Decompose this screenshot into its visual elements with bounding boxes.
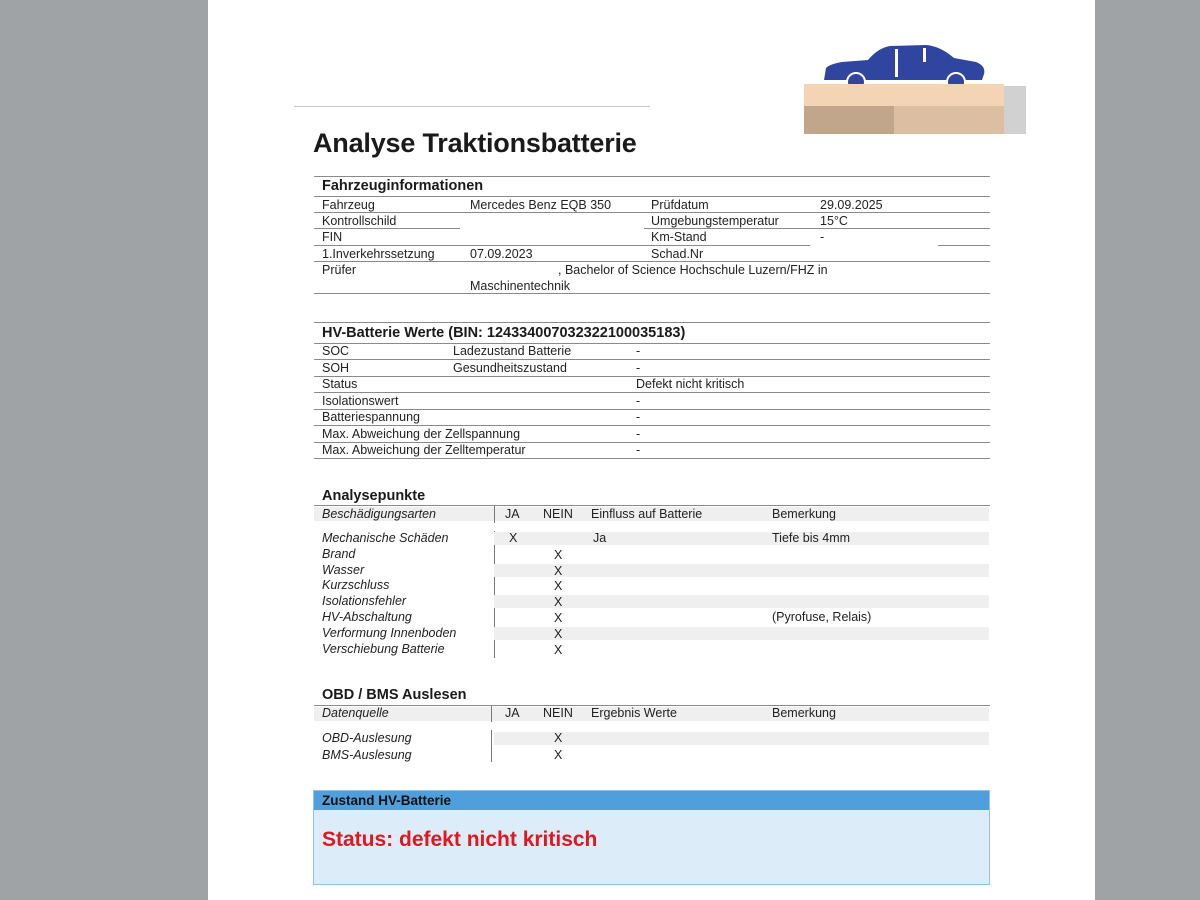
hv-row-value: - bbox=[636, 360, 641, 375]
vehicle-value: Mercedes Benz EQB 350 bbox=[470, 198, 612, 212]
hv-row-value: - bbox=[636, 426, 641, 441]
hv-row-label: Isolationswert bbox=[322, 393, 399, 408]
first-registration-label: 1.Inverkehrssetzung bbox=[322, 247, 435, 261]
analysis-col-yes: JA bbox=[505, 507, 520, 521]
hv-row-label: Status bbox=[322, 377, 358, 391]
obd-col-result: Ergebnis Werte bbox=[591, 706, 677, 720]
inspector-label: Prüfer bbox=[322, 263, 357, 277]
ambient-temp-label: Umgebungstemperatur bbox=[651, 214, 779, 228]
vin-label: FIN bbox=[322, 230, 343, 244]
analysis-row-no: X bbox=[554, 626, 563, 641]
analysis-row-name: Verformung Innenboden bbox=[322, 625, 457, 640]
obd-row-no: X bbox=[554, 731, 563, 745]
obd-col-yes: JA bbox=[505, 706, 520, 720]
analysis-row-no: X bbox=[554, 595, 563, 610]
battery-status-text: Status: defekt nicht kritisch bbox=[322, 828, 598, 851]
battery-status-heading: Zustand HV-Batterie bbox=[314, 791, 989, 810]
analysis-row-influence: Ja bbox=[593, 531, 607, 545]
analysis-row-name: Isolationsfehler bbox=[322, 594, 407, 609]
analysis-row-no: X bbox=[554, 642, 563, 657]
company-logo bbox=[804, 40, 1026, 136]
hv-row-rule bbox=[314, 359, 990, 360]
hv-row-label: Max. Abweichung der Zelltemperatur bbox=[322, 443, 526, 457]
obd-col-remark: Bemerkung bbox=[772, 706, 836, 720]
vehicle-info-heading: Fahrzeuginformationen bbox=[322, 178, 484, 194]
plate-label: Kontrollschild bbox=[322, 214, 397, 228]
hv-row-value: - bbox=[636, 344, 641, 358]
first-registration-value: 07.09.2023 bbox=[470, 247, 533, 261]
hv-row-rule bbox=[314, 458, 990, 459]
obd-col-source: Datenquelle bbox=[322, 706, 389, 720]
logo-blurred-area bbox=[804, 84, 1026, 134]
ambient-temp-value: 15°C bbox=[820, 214, 848, 228]
hv-row-description: Ladezustand Batterie bbox=[453, 344, 572, 358]
hv-battery-heading: HV-Batterie Werte (BIN: 124334007032322100035183) bbox=[322, 325, 686, 341]
analysis-row-remark: (Pyrofuse, Relais) bbox=[772, 610, 872, 624]
hv-row-label: SOH bbox=[322, 360, 350, 375]
analysis-row-name: HV-Abschaltung bbox=[322, 610, 412, 624]
car-icon bbox=[816, 40, 986, 88]
mileage-label: Km-Stand bbox=[651, 230, 707, 244]
analysis-row-stripe bbox=[494, 595, 989, 608]
mileage-value: - bbox=[820, 230, 825, 244]
analysis-row-no: X bbox=[554, 563, 563, 578]
inspector-qualification-cont: Maschinentechnik bbox=[470, 279, 571, 293]
inspector-qualification: , Bachelor of Science Hochschule Luzern/FHZ in bbox=[558, 263, 828, 277]
hv-row-description: Gesundheitszustand bbox=[453, 360, 567, 375]
test-date-label: Prüfdatum bbox=[651, 198, 709, 212]
analysis-row-no: X bbox=[554, 547, 563, 562]
analysis-col-no: NEIN bbox=[543, 507, 573, 521]
analysis-row-name: Kurzschluss bbox=[322, 578, 390, 593]
obd-row-stripe bbox=[494, 732, 989, 745]
document-page bbox=[208, 0, 1095, 900]
obd-heading: OBD / BMS Auslesen bbox=[322, 687, 467, 703]
vehicle-label: Fahrzeug bbox=[322, 198, 375, 212]
hv-row-value: - bbox=[636, 410, 641, 424]
analysis-col-remark: Bemerkung bbox=[772, 507, 836, 521]
analysis-row-no: X bbox=[554, 579, 563, 594]
obd-col-no: NEIN bbox=[543, 706, 573, 720]
claim-number-label: Schad.Nr bbox=[651, 247, 704, 261]
obd-row-no: X bbox=[554, 747, 563, 762]
analysis-row-stripe bbox=[494, 564, 989, 577]
hv-row-label: SOC bbox=[322, 344, 350, 358]
hv-row-label: Batteriespannung bbox=[322, 410, 420, 424]
test-date-value: 29.09.2025 bbox=[820, 198, 883, 212]
analysis-row-stripe bbox=[494, 627, 989, 640]
analysis-row-stripe bbox=[494, 532, 989, 545]
hv-row-rule bbox=[314, 392, 990, 393]
battery-status-box bbox=[313, 790, 990, 885]
hv-row-value: - bbox=[636, 443, 641, 457]
hv-row-value: - bbox=[636, 393, 641, 408]
obd-row-name: BMS-Auslesung bbox=[322, 747, 412, 762]
hv-row-label: Max. Abweichung der Zellspannung bbox=[322, 426, 521, 441]
analysis-col-damage-type: Beschädigungsarten bbox=[322, 507, 436, 521]
analysis-row-name: Brand bbox=[322, 546, 356, 561]
analysis-row-name: Verschiebung Batterie bbox=[322, 641, 445, 656]
hv-row-value: Defekt nicht kritisch bbox=[636, 377, 745, 391]
header-rule bbox=[294, 106, 650, 107]
analysis-heading: Analysepunkte bbox=[322, 488, 426, 504]
document-title: Analyse Traktionsbatterie bbox=[313, 128, 637, 158]
analysis-row-name: Mechanische Schäden bbox=[322, 531, 449, 545]
analysis-row-no: X bbox=[554, 611, 563, 625]
analysis-col-influence: Einfluss auf Batterie bbox=[591, 507, 703, 521]
analysis-row-yes: X bbox=[509, 531, 518, 545]
analysis-row-name: Wasser bbox=[322, 562, 365, 577]
analysis-row-remark: Tiefe bis 4mm bbox=[772, 531, 851, 545]
obd-row-name: OBD-Auslesung bbox=[322, 731, 412, 745]
